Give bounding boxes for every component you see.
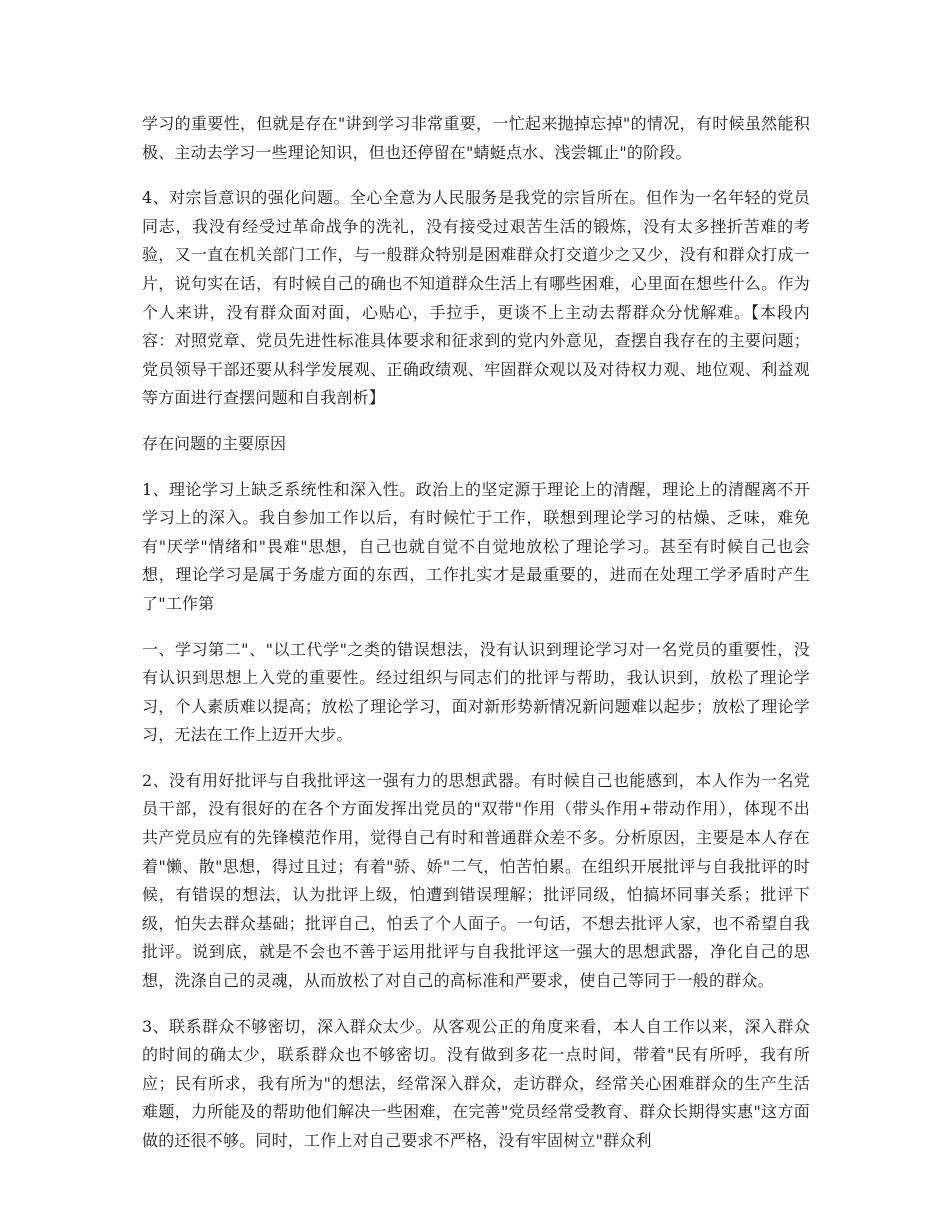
section-heading-causes: 存在问题的主要原因 xyxy=(142,433,287,453)
paragraph-purpose-awareness: 4、对宗旨意识的强化问题。全心全意为人民服务是我党的宗旨所在。但作为一名年轻的党员同志，我没有经受过革命战争的洗礼，没有接受过艰苦生活的锻炼，没有太多挫折苦难的考验，又一直在机关部门工作，与一般群众特别是困难群众打交道少之又少，没有和群众打成一片，说句实在话，有时候自己的确也不知道群众生活上有哪些困难，心里面在想些什么。作为个人来讲，没有群众面对面，心贴心，手拉手，更谈不上主动去帮群众分忧解难。【本段内容：对照党章、党员先进性标准具体要求和征求到的党内外意见，查摆自我存在的主要问题；党员领导干部还要从科学发展观、正确政绩观、牢固群众观以及对待权力观、地位观、利益观等方面进行查摆问题和自我剖析】 xyxy=(142,188,810,408)
paragraph-cause-masses: 3、联系群众不够密切，深入群众太少。从客观公正的角度来看，本人自工作以来，深入群众的时间的确太少，联系群众也不够密切。没有做到多花一点时间，带着"民有所呼，我有所应；民有所求，我有所为"的想法，经常深入群众，走访群众，经常关心困难群众的生产生活难题，力所能及的帮助他们解决一些困难，在完善"党员经常受教育、群众长期得实惠"这方面做的还很不够。同时，工作上对自己要求不严格，没有牢固树立"群众利 xyxy=(142,1016,810,1150)
paragraph-study-importance: 学习的重要性，但就是存在"讲到学习非常重要，一忙起来抛掉忘掉"的情况，有时候虽然能积极、主动去学习一些理论知识，但也还停留在"蜻蜓点水、浅尝辄止"的阶段。 xyxy=(142,114,810,162)
paragraph-cause-criticism: 2、没有用好批评与自我批评这一强有力的思想武器。有时候自己也能感到，本人作为一名党员干部，没有很好的在各个方面发挥出党员的"双带"作用（带头作用+带动作用），体现不出共产党员应有的先锋模范作用，觉得自己有时和普通群众差不多。分析原因，主要是本人存在着"懒、散"思想，得过且过；有着"骄、娇"二气，怕苦怕累。在组织开展批评与自我批评的时候，有错误的想法，认为批评上级，怕遭到错误理解；批评同级，怕搞坏同事关系；批评下级，怕失去群众基础；批评自己，怕丢了个人面子。一句话，不想去批评人家，也不希望自我批评。说到底，就是不会也不善于运用批评与自我批评这一强大的思想武器，净化自己的思想，洗涤自己的灵魂，从而放松了对自己的高标准和严要求，使自己等同于一般的群众。 xyxy=(142,770,810,991)
paragraph-cause-theory-study: 1、理论学习上缺乏系统性和深入性。政治上的坚定源于理论上的清醒，理论上的清醒离不开学习上的深入。我自参加工作以后，有时候忙于工作，联想到理论学习的枯燥、乏味，难免有"厌学"情绪和"畏难"思想，自己也就自觉不自觉地放松了理论学习。甚至有时候自己也会想，理论学习是属于务虚方面的东西，工作扎实才是最重要的，进而在处理工学矛盾时产生了"工作第 xyxy=(142,479,810,613)
document-page xyxy=(142,110,810,1173)
paragraph-cause-theory-study-cont: 一、学习第二"、"以工代学"之类的错误想法，没有认识到理论学习对一名党员的重要性，没有认识到思想上入党的重要性。经过组织与同志们的批评与帮助，我认识到，放松了理论学习，个人素质难以提高；放松了理论学习，面对新形势新情况新问题难以起步；放松了理论学习，无法在工作上迈开大步。 xyxy=(142,639,810,745)
